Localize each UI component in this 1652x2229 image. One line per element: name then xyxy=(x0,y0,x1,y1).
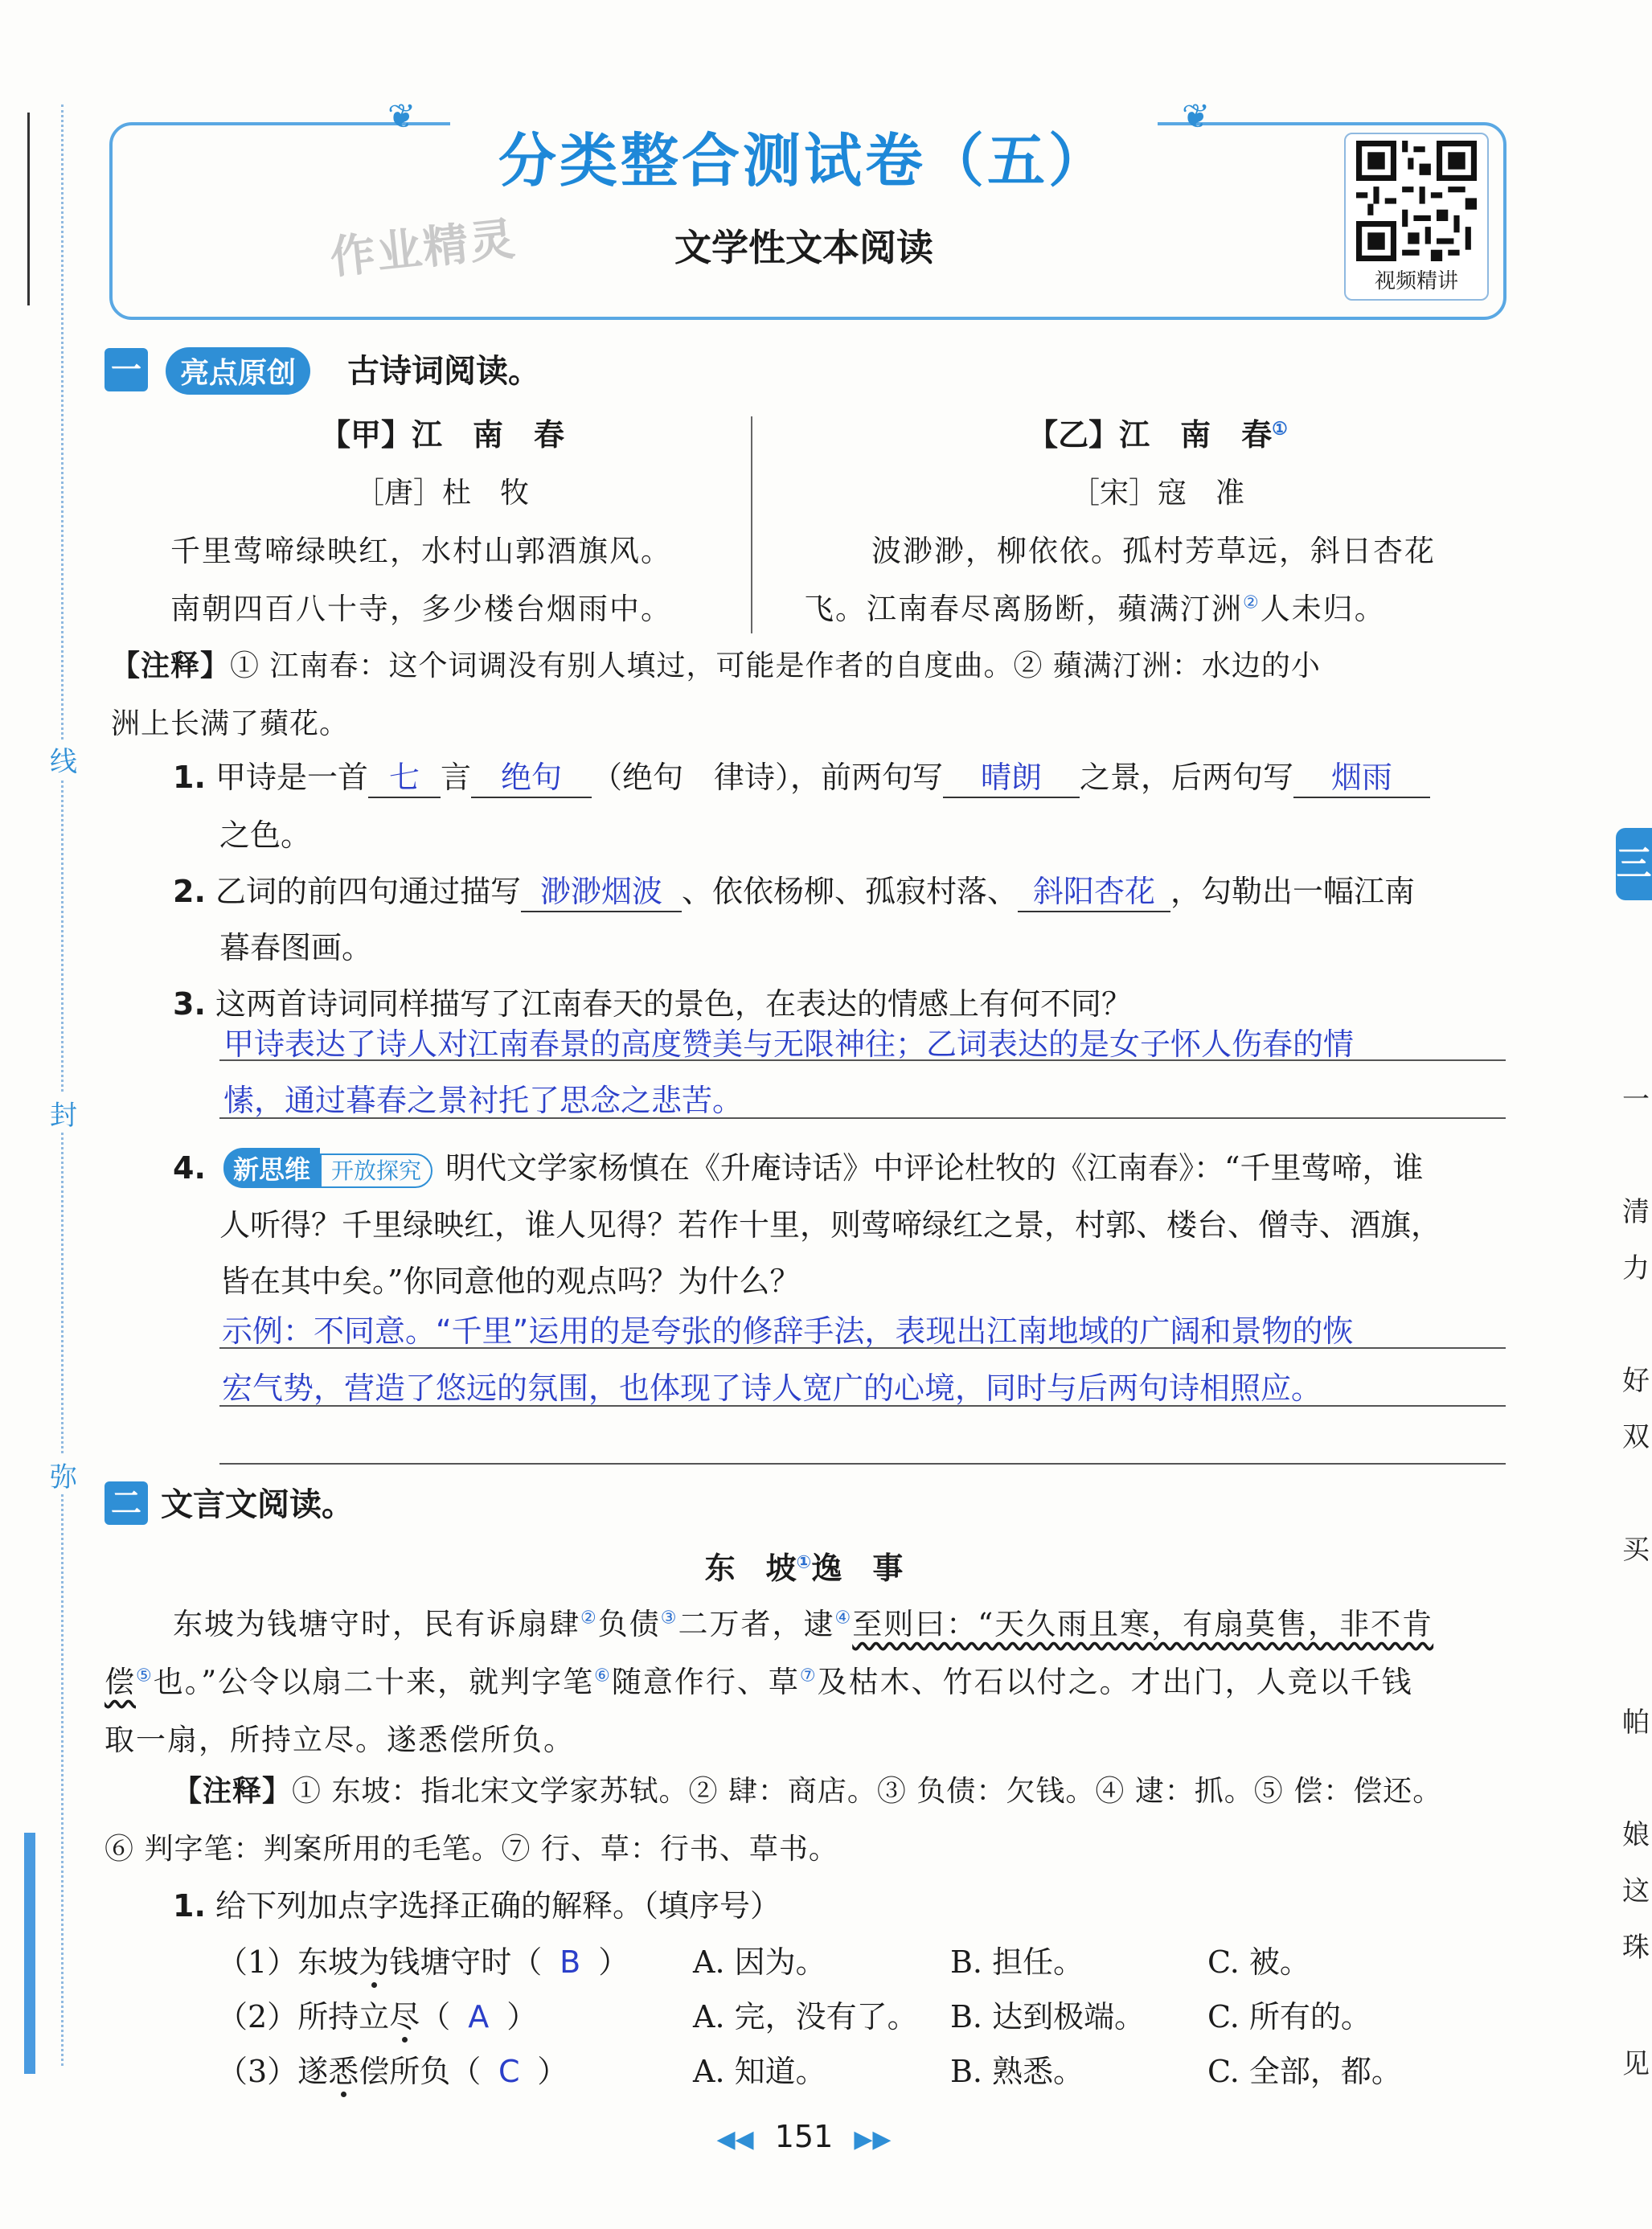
answer-line xyxy=(219,1463,1506,1465)
answer-blank[interactable]: 渺渺烟波 xyxy=(521,867,682,912)
binding-solid-line xyxy=(27,113,30,305)
option-a: A. 知道。 xyxy=(693,2054,826,2089)
passage-line-1 xyxy=(173,1600,1433,1643)
passage-text: 随意作行、草 xyxy=(611,1665,800,1699)
tag-open-explore: 开放探究 xyxy=(320,1153,432,1188)
question-text: 给下列加点字选择正确的解释。（填序号） xyxy=(215,1888,781,1924)
question-1-1 xyxy=(173,752,1430,798)
qr-code-icon xyxy=(1356,141,1477,261)
passage-text: 东坡为钱塘守时，民有诉扇肆 xyxy=(173,1607,580,1641)
question-text: 、依依杨柳、孤寂村落、 xyxy=(682,874,1019,909)
notes-2-line-1 xyxy=(173,1768,1442,1809)
option-b: B. 熟悉。 xyxy=(950,2054,1084,2089)
stem-text: ） xyxy=(598,1944,629,1980)
passage-line-2 xyxy=(105,1657,1413,1701)
choice-row-3-stem xyxy=(217,2047,568,2091)
notes-text: ① 江南春：这个词调没有别人填过，可能是作者的自度曲。② 蘋满汀洲：水边的小 xyxy=(230,649,1321,682)
question-number: 2. xyxy=(173,874,206,909)
note-mark: ① xyxy=(1272,418,1288,440)
question-1-4 xyxy=(173,1143,1423,1188)
answer-blank[interactable]: 七 xyxy=(368,752,441,798)
passage-text: 也。”公令以扇二十来，就判字笔 xyxy=(153,1665,595,1699)
page-footer xyxy=(0,2119,1608,2154)
dotted-char: 悉 xyxy=(328,2054,359,2089)
binding-blue-bar xyxy=(24,1833,35,2074)
passage-text: 至则曰：“天久雨且寒，有扇莫售，非不肯 xyxy=(852,1607,1434,1641)
question-text: 乙词的前四句通过描写 xyxy=(215,874,521,909)
section-title-2: 文言文阅读。 xyxy=(161,1486,354,1523)
answer-text[interactable]: 宏气势，营造了悠远的氛围，也体现了诗人宽广的心境，同时与后两句诗相照应。 xyxy=(222,1371,1322,1406)
stem-text: （1）东坡 xyxy=(217,1944,359,1980)
question-number: 3. xyxy=(173,986,206,1022)
question-1-3 xyxy=(173,979,1132,1023)
option-c: C. 所有的。 xyxy=(1207,1999,1371,2034)
watermark: 作业精灵 xyxy=(327,213,519,285)
note-mark: ⑥ xyxy=(594,1666,612,1686)
qr-code-box[interactable] xyxy=(1344,133,1489,301)
arrow-left-icon: ◀◀ xyxy=(716,2125,754,2153)
notes-1-line-2: 洲上长满了蘋花。 xyxy=(111,707,350,740)
question-text: 甲诗是一首 xyxy=(215,760,368,795)
answer-blank[interactable]: 烟雨 xyxy=(1293,752,1430,798)
poem-a-line-1: 千里莺啼绿映红，水村山郭酒旗风。 xyxy=(170,534,672,568)
poem-a-title: 【甲】江 南 春 xyxy=(319,416,564,453)
poem-b-line-2a: 飞。江南春尽离肠断，蘋满汀洲 xyxy=(804,592,1243,626)
right-margin-char: 娘 xyxy=(1622,1819,1650,1851)
right-margin-char: 买 xyxy=(1622,1534,1650,1566)
choice-answer[interactable]: B xyxy=(560,1944,581,1980)
binding-mark-line: 线 xyxy=(50,740,77,779)
dotted-char: 尽 xyxy=(389,1999,420,2034)
choice-row-1-stem xyxy=(217,1937,629,1981)
notes-2-line-2: ⑥ 判字笔：判案所用的毛笔。⑦ 行、草：行书、草书。 xyxy=(105,1833,838,1866)
question-text: （绝句 律诗），前两句写 xyxy=(592,760,944,795)
stem-text: （ xyxy=(420,1999,451,2034)
option-a: A. 完，没有了。 xyxy=(693,1999,918,2034)
question-text: 之景，后两句写 xyxy=(1080,760,1294,795)
question-1-2 xyxy=(173,867,1415,912)
choice-row-2-stem xyxy=(217,1992,537,2036)
right-margin-char: 力 xyxy=(1622,1252,1650,1285)
question-text: ，勾勒出一幅江南 xyxy=(1170,874,1416,909)
tag-new-thinking: 新思维 xyxy=(223,1148,320,1188)
poem-b-author: ［宋］寇 准 xyxy=(1070,477,1244,510)
note-mark: ② xyxy=(580,1608,598,1629)
question-number: 1. xyxy=(173,760,206,795)
dotted-char: 为 xyxy=(359,1944,390,1980)
stem-text: ） xyxy=(506,1999,538,2034)
option-a: A. 因为。 xyxy=(693,1944,826,1980)
question-number: 1. xyxy=(173,1888,206,1924)
poem-b-line-1: 波渺渺，柳依依。孤村芳草远，斜日杏花 xyxy=(871,534,1436,568)
option-b: B. 担任。 xyxy=(950,1944,1084,1980)
right-margin-char: 帕 xyxy=(1622,1707,1650,1739)
choice-answer[interactable]: A xyxy=(468,1999,490,2034)
answer-text[interactable]: 愫，通过暮春之景衬托了思念之悲苦。 xyxy=(223,1083,744,1118)
section-number-1: 一 xyxy=(105,348,148,391)
passage-line-3: 取一扇，所持立尽。遂悉偿所负。 xyxy=(105,1723,575,1757)
title-ornament-right: ❦ xyxy=(1182,96,1211,136)
note-mark: ② xyxy=(1243,592,1261,613)
question-text: 言 xyxy=(441,760,472,795)
page-subtitle: 文学性文本阅读 xyxy=(674,226,933,269)
answer-blank[interactable]: 斜阳杏花 xyxy=(1018,867,1170,912)
right-tab: 三 xyxy=(1616,828,1652,900)
right-margin-char: 一 xyxy=(1622,1084,1650,1116)
title-ornament-left: ❦ xyxy=(387,96,416,136)
question-1-4-line-3: 皆在其中矣。”你同意他的观点吗？为什么？ xyxy=(219,1264,801,1299)
right-margin-char: 双 xyxy=(1622,1421,1650,1453)
right-margin-char: 见 xyxy=(1622,2048,1650,2080)
poem-a-author: ［唐］杜 牧 xyxy=(355,477,529,510)
passage-text: 负债 xyxy=(597,1607,661,1641)
question-text: 明代文学家杨慎在《升庵诗话》中评论杜牧的《江南春》：“千里莺啼，谁 xyxy=(445,1150,1424,1186)
answer-blank[interactable]: 晴朗 xyxy=(943,752,1080,798)
passage-title-b: 逸 事 xyxy=(811,1551,904,1586)
poem-a-line-2: 南朝四百八十寺，多少楼台烟雨中。 xyxy=(170,592,672,626)
passage-title-a: 东 坡 xyxy=(704,1551,797,1586)
note-mark: ⑤ xyxy=(136,1666,154,1686)
poem-b-title-wrap xyxy=(804,410,1511,454)
right-margin-char: 这 xyxy=(1622,1875,1650,1907)
notes-1-line-1 xyxy=(111,643,1321,684)
page-title: 分类整合测试卷（五） xyxy=(450,114,1158,198)
question-1-1-cont: 之色。 xyxy=(219,817,312,853)
binding-dotted-line xyxy=(61,104,64,2066)
answer-text[interactable]: 甲诗表达了诗人对江南春景的高度赞美与无限神往；乙词表达的是女子怀人伤春的情 xyxy=(223,1026,1355,1062)
choice-answer[interactable]: C xyxy=(498,2054,520,2089)
binding-mark-seal: 封 xyxy=(50,1093,77,1133)
note-mark: ① xyxy=(796,1552,812,1573)
note-mark: ③ xyxy=(660,1608,678,1629)
passage-title xyxy=(0,1543,1608,1588)
right-margin-char: 珠 xyxy=(1622,1932,1650,1964)
right-margin-char: 清 xyxy=(1622,1196,1650,1228)
poem-b-line-2b: 人未归。 xyxy=(1260,592,1386,626)
stem-text: （2）所持立 xyxy=(217,1999,390,2034)
tag-original: 亮点原创 xyxy=(166,347,310,395)
binding-mark-close: 弥 xyxy=(50,1455,77,1494)
passage-text: 二万者，逮 xyxy=(678,1607,835,1641)
answer-blank[interactable]: 绝句 xyxy=(471,752,592,798)
stem-text: 偿所负（ xyxy=(359,2054,482,2089)
note-mark: ⑦ xyxy=(799,1666,818,1686)
question-1-4-line-2: 人听得？千里绿映红，谁人见得？若作十里，则莺啼绿红之景，村郭、楼台、僧寺、酒旗， xyxy=(219,1207,1442,1243)
section-title-1: 古诗词阅读。 xyxy=(347,353,540,390)
stem-text: 钱塘守时（ xyxy=(389,1944,543,1980)
question-text: 这两首诗词同样描写了江南春天的景色，在表达的情感上有何不同？ xyxy=(215,986,1132,1022)
passage-text: 偿 xyxy=(105,1665,136,1699)
poem-b-title: 【乙】江 南 春 xyxy=(1027,416,1273,453)
option-c: C. 全部，都。 xyxy=(1207,2054,1402,2089)
poem-b-line-2 xyxy=(804,584,1386,628)
notes-label: 【注释】 xyxy=(173,1775,293,1808)
poem-divider xyxy=(751,416,752,633)
page-number: 151 xyxy=(774,2119,834,2154)
option-c: C. 被。 xyxy=(1207,1944,1310,1980)
stem-text: ） xyxy=(537,2054,568,2089)
right-margin-char: 好 xyxy=(1622,1365,1650,1397)
option-b: B. 达到极端。 xyxy=(950,1999,1146,2034)
qr-label: 视频精讲 xyxy=(1374,269,1458,293)
passage-text: 及枯木、竹石以付之。才出门，人竞以千钱 xyxy=(817,1665,1413,1699)
section-number-2: 二 xyxy=(105,1481,148,1525)
stem-text: （3）遂 xyxy=(217,2054,329,2089)
question-2-1 xyxy=(173,1881,781,1925)
question-number: 4. xyxy=(173,1150,206,1186)
notes-text: ① 东坡：指北宋文学家苏轼。② 肆：商店。③ 负债：欠钱。④ 逮：抓。⑤ 偿：偿还。 xyxy=(292,1775,1443,1808)
answer-text[interactable]: 示例：不同意。“千里”运用的是夸张的修辞手法，表现出江南地域的广阔和景物的恢 xyxy=(222,1313,1354,1349)
notes-label: 【注释】 xyxy=(111,649,231,682)
question-1-2-cont: 暮春图画。 xyxy=(219,930,373,965)
arrow-right-icon: ▶▶ xyxy=(854,2125,892,2153)
note-mark: ④ xyxy=(834,1608,853,1629)
